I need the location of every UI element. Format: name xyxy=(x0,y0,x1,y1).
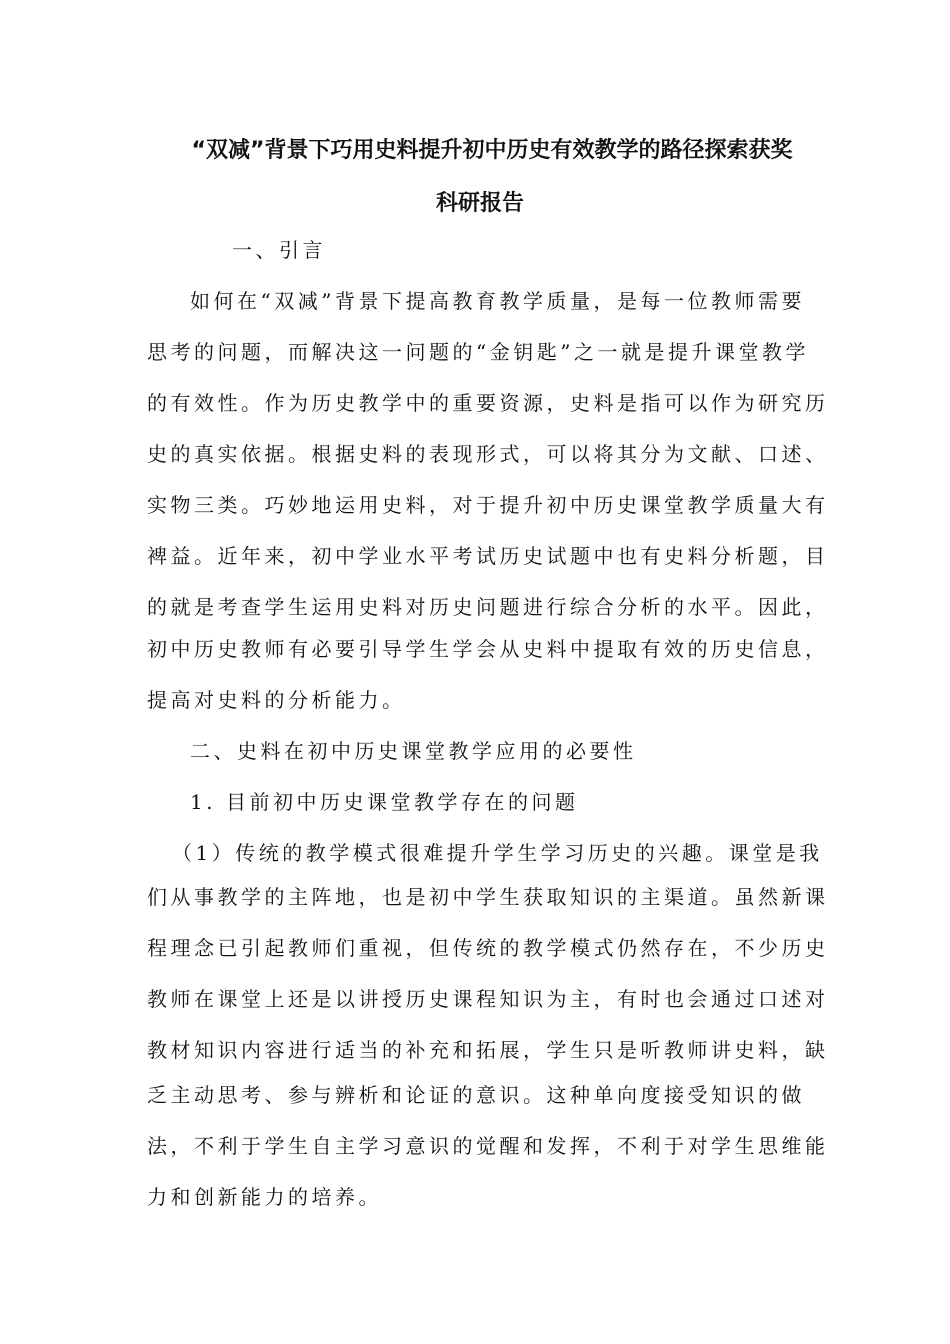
section-heading-necessity: 二、史料在初中历史课堂教学应用的必要性 xyxy=(190,739,637,763)
paragraph-line: 思考的问题，而解决这一问题的“金钥匙”之一就是提升课堂教学 xyxy=(147,340,809,364)
paragraph-line: 初中历史教师有必要引导学生学会从史料中提取有效的历史信息， xyxy=(147,637,829,661)
paragraph-line: 的就是考查学生运用史料对历史问题进行综合分析的水平。因此， xyxy=(147,595,829,619)
document-title-line-1: “双减”背景下巧用史料提升初中历史有效教学的路径探索获奖 xyxy=(191,138,793,163)
paragraph-line: 们从事教学的主阵地，也是初中学生获取知识的主渠道。虽然新课 xyxy=(147,885,829,909)
paragraph-line: 法，不利于学生自主学习意识的觉醒和发挥，不利于对学生思维能 xyxy=(147,1134,829,1158)
paragraph-line: 提高对史料的分析能力。 xyxy=(147,688,406,712)
paragraph-line: 乏主动思考、参与辨析和论证的意识。这种单向度接受知识的做 xyxy=(147,1083,805,1107)
paragraph-line: 教材知识内容进行适当的补充和拓展，学生只是听教师讲史料，缺 xyxy=(147,1038,829,1062)
paragraph-line: （1）传统的教学模式很难提升学生学习历史的兴趣。课堂是我 xyxy=(172,841,823,865)
paragraph-line: 的有效性。作为历史教学中的重要资源，史料是指可以作为研究历 xyxy=(147,391,829,415)
paragraph-line: 裨益。近年来，初中学业水平考试历史试题中也有史料分析题，目 xyxy=(147,544,829,568)
paragraph-line: 如何在“双减”背景下提高教育教学质量，是每一位教师需要 xyxy=(190,289,805,313)
paragraph-line: 力和创新能力的培养。 xyxy=(147,1185,382,1209)
paragraph-line: 程理念已引起教师们重视，但传统的教学模式仍然存在，不少历史 xyxy=(147,936,829,960)
document-title-line-2: 科研报告 xyxy=(435,191,524,216)
section-heading-introduction: 一、引言 xyxy=(232,238,326,262)
subsection-heading-problems: 1. 目前初中历史课堂教学存在的问题 xyxy=(190,790,579,814)
paragraph-line: 实物三类。巧妙地运用史料，对于提升初中历史课堂教学质量大有 xyxy=(147,493,829,517)
paragraph-line: 史的真实依据。根据史料的表现形式，可以将其分为文献、口述、 xyxy=(147,442,829,466)
paragraph-line: 教师在课堂上还是以讲授历史课程知识为主，有时也会通过口述对 xyxy=(147,987,829,1011)
